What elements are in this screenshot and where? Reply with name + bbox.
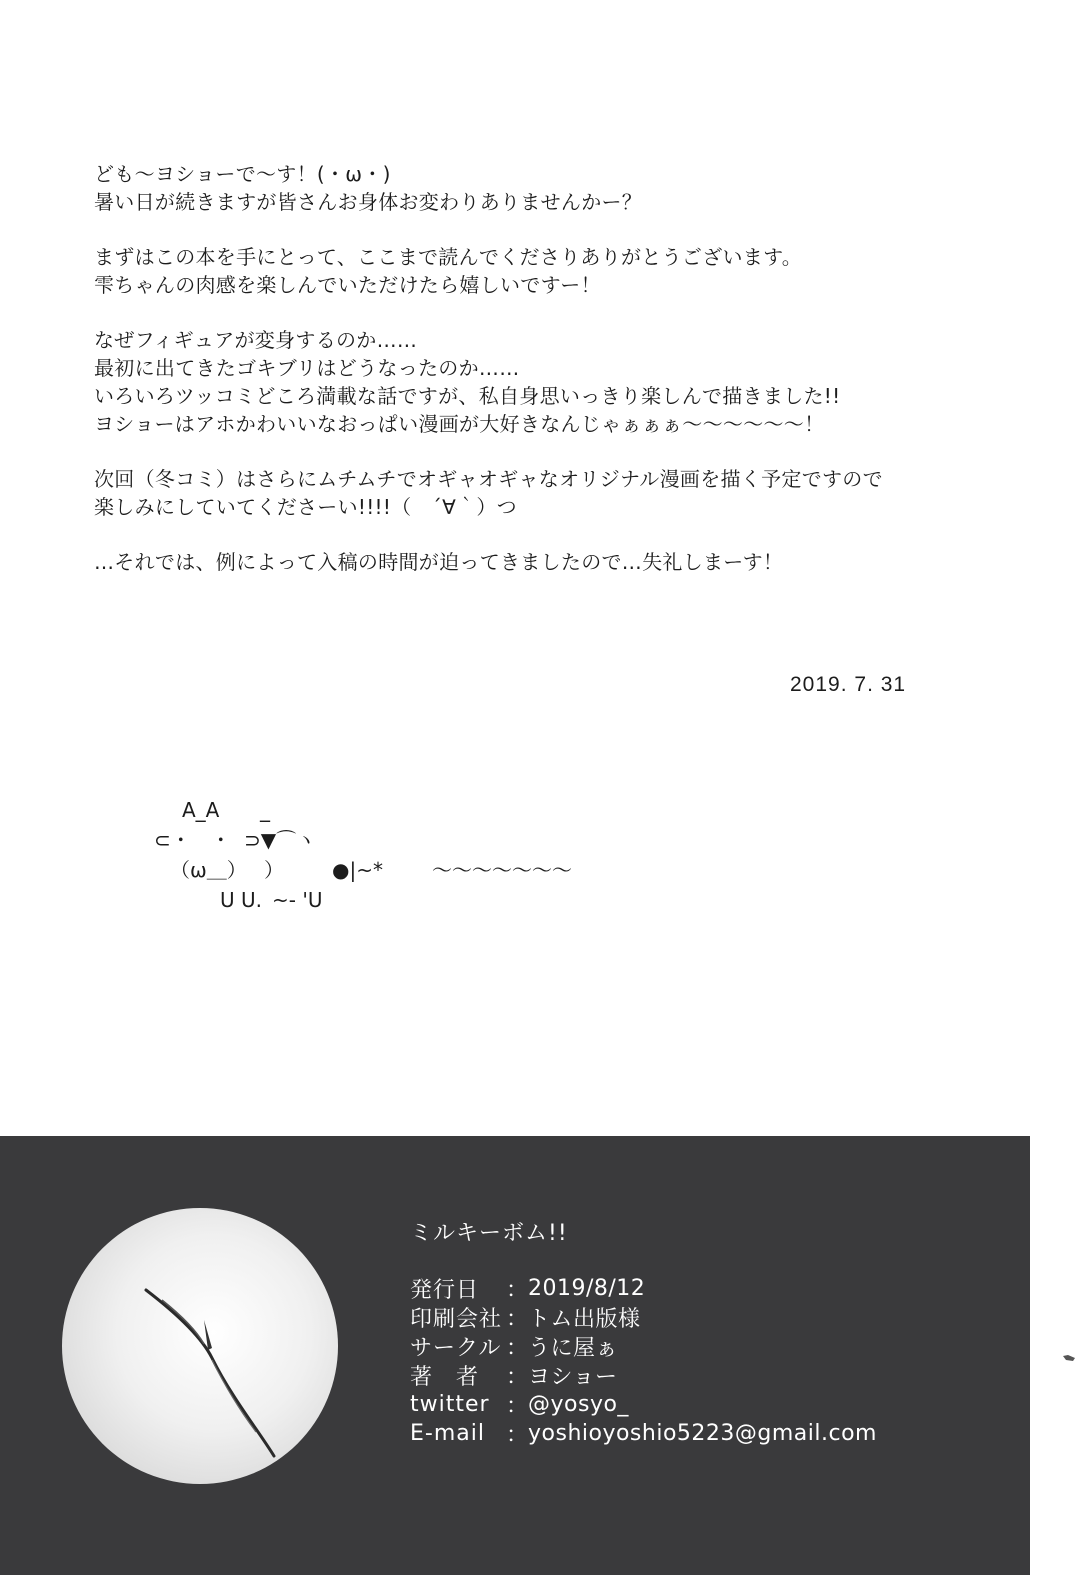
circle-name: うに屋ぁ [528, 1336, 619, 1361]
afterword-line: いろいろツッコミどころ満載な話ですが、私自身思いっきり楽しんで描きました!! [94, 384, 841, 408]
book-title: ミルキーボム!! [410, 1221, 568, 1246]
afterword-line: 楽しみにしていてくださーい!!!!（ ´∀｀）つ [94, 495, 517, 519]
colophon-label: 印刷会社 [410, 1307, 503, 1332]
colophon-separator: ： [506, 1278, 529, 1303]
ascii-art-line: ~- 'U [272, 888, 323, 912]
printer-name: トム出版様 [528, 1307, 641, 1332]
colophon-separator: ： [506, 1365, 529, 1390]
colophon-row [410, 1390, 877, 1419]
ascii-art-line: A_A [182, 798, 220, 822]
twitter-handle: @yosyo_ [528, 1392, 629, 1417]
afterword-line: ヨショーはアホかわいいなおっぱい漫画が大好きなんじゃぁぁぁ〜〜〜〜〜〜！ [94, 412, 825, 436]
colophon-row [410, 1419, 877, 1448]
ascii-art-line: U U. [220, 888, 262, 912]
crease-illustration [62, 1208, 338, 1484]
afterword-line: 暑い日が続きますが皆さんお身体お変わりありませんかー？ [94, 190, 643, 214]
colophon-label: E-mail [410, 1421, 485, 1446]
afterword-line: なぜフィギュアが変身するのか…… [94, 328, 418, 352]
colophon-row [410, 1274, 877, 1303]
afterword-line: …それでは、例によって入稿の時間が迫ってきましたので…失礼しまーす！ [94, 550, 784, 574]
colophon-separator: ： [506, 1394, 529, 1419]
colophon-label: サークル [410, 1336, 502, 1361]
afterword-paragraph [94, 465, 954, 521]
ascii-art-line: ●|~* [332, 858, 383, 882]
colophon-label: 著 者 [410, 1365, 480, 1390]
ascii-art-line: ⊂・ ・ [154, 828, 231, 852]
ascii-art-line: _ [260, 798, 270, 822]
colophon-label: twitter [410, 1392, 490, 1417]
afterword-text [94, 160, 954, 603]
author-name: ヨショー [528, 1365, 618, 1390]
afterword-paragraph [94, 160, 954, 216]
afterword-line: ども〜ヨショーで〜す！(・ω・) [94, 162, 391, 186]
afterword-paragraph [94, 326, 954, 438]
cover-detail-image [62, 1208, 338, 1484]
afterword-line: まずはこの本を手にとって、ここまで読んでくださりありがとうございます。 [94, 245, 803, 269]
colophon-label: 発行日 [410, 1278, 480, 1303]
colophon-row [410, 1332, 877, 1361]
ascii-art-line: 〜〜〜〜〜〜〜 [432, 858, 572, 882]
email-address: yoshioyoshio5223@gmail.com [528, 1421, 877, 1446]
ascii-art-line: ⊃▼⌒ヽ [244, 828, 317, 852]
ascii-art-line: ） [264, 858, 284, 882]
publish-date: 2019/8/12 [528, 1276, 646, 1301]
colophon-separator: ： [506, 1336, 529, 1361]
colophon-separator: ： [506, 1423, 529, 1448]
colophon-panel [0, 1136, 1030, 1575]
colophon-info [410, 1274, 877, 1448]
afterword-paragraph [94, 243, 954, 299]
afterword-line: 最初に出てきたゴキブリはどうなったのか…… [94, 356, 520, 380]
colophon-row [410, 1303, 877, 1332]
scan-mark-icon [1062, 1354, 1076, 1362]
afterword-paragraph [94, 548, 954, 576]
colophon-row [410, 1361, 877, 1390]
afterword-line: 雫ちゃんの肉感を楽しんでいただけたら嬉しいですー！ [94, 273, 601, 297]
colophon-separator: ： [506, 1307, 529, 1332]
ascii-art [140, 794, 620, 924]
ascii-art-line: （ω＿） [170, 858, 247, 882]
afterword-line: 次回（冬コミ）はさらにムチムチでオギャオギャなオリジナル漫画を描く予定ですので [94, 467, 883, 491]
afterword-date: 2019. 7. 31 [790, 673, 907, 696]
